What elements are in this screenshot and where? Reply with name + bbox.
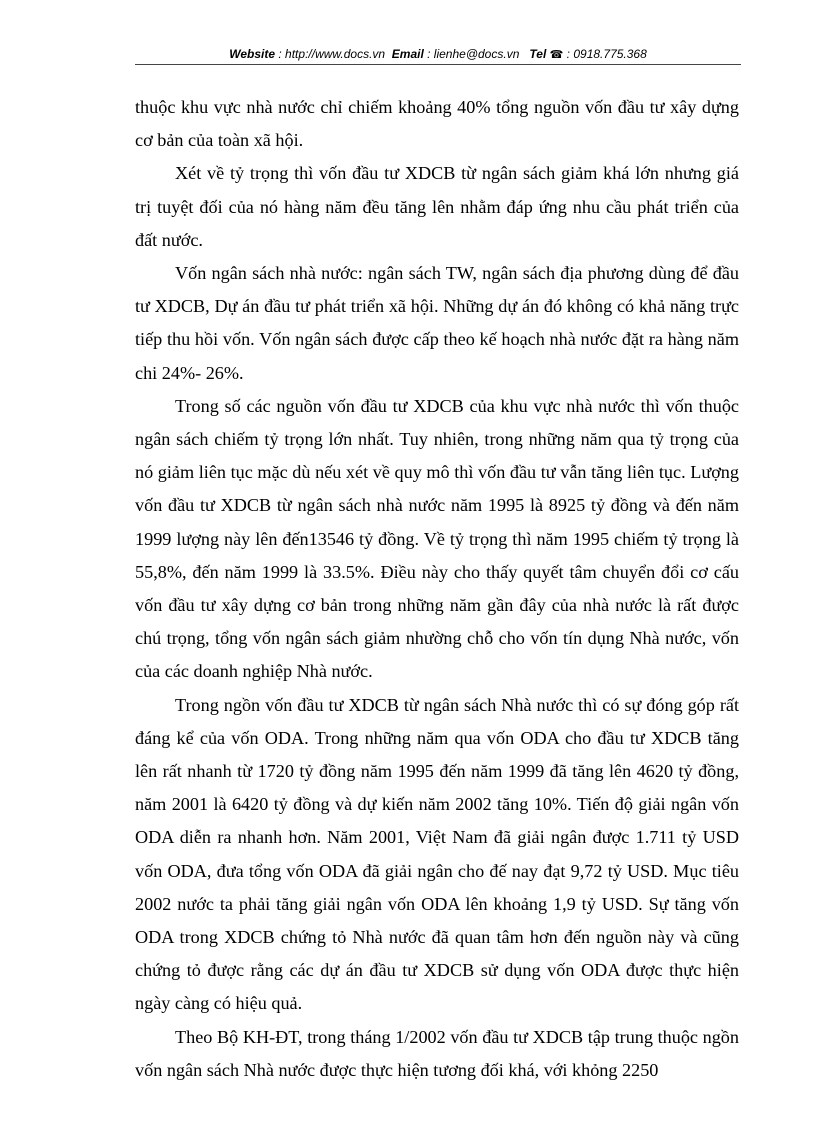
website-separator: : [275,47,286,61]
website-label: Website [229,47,276,61]
body-paragraph: Trong ngồn vốn đầu tư XDCB từ ngân sách Nhà nước thì có sự đóng góp rất đáng kể của vốn ODA. Trong những năm qua vốn ODA cho đầu tư XDCB tăng lên rất nhanh từ 1720 tỷ đồng năm 1995 đến năm 1999 đã tăng lên 4620 tỷ đồng, năm 2001 là 6420 tỷ đồng và dự kiến năm 2002 tăng 10%. Tiến độ giải ngân vốn ODA diễn ra nhanh hơn. Năm 2001, Việt Nam đã giải ngân được 1.711 tỷ USD vốn ODA, đưa tổng vốn ODA đã giải ngân cho đế nay đạt 9,72 tỷ USD. Mục tiêu 2002 nước ta phải tăng giải ngân vốn ODA lên khoảng 1,9 tỷ USD. Sự tăng vốn ODA trong XDCB chứng tỏ Nhà nước đã quan tâm hơn đến nguồn này và cũng chứng tỏ được rằng các dự án đầu tư XDCB sử dụng vốn ODA được thực hiện ngày càng có hiệu quả. [135,694,739,1014]
tel-label: Tel [529,47,547,61]
body-paragraph: Vốn ngân sách nhà nước: ngân sách TW, ngân sách địa phương dùng để đầu tư XDCB, Dự án đầu tư phát triển xã hội. Những dự án đó không có khả năng trực tiếp thu hồi vốn. Vốn ngân sách được cấp theo kế hoạch nhà nước đặt ra hàng năm chi 24%- 26%. [135,263,739,383]
document-body [135,91,739,1087]
website-link[interactable]: http://www.docs.vn [285,47,386,61]
body-paragraph: thuộc khu vực nhà nước chỉ chiếm khoảng 40% tổng nguồn vốn đầu tư xây dựng cơ bản của toàn xã hội. [135,97,739,151]
tel-separator: : [563,47,574,61]
body-paragraph: Theo Bộ KH-ĐT, trong tháng 1/2002 vốn đầu tư XDCB tập trung thuộc ngồn vốn ngân sách Nhà nước được thực hiện tương đối khá, với khỏng 2250 [135,1026,739,1080]
tel-value: 0918.775.368 [573,47,647,61]
email-label: Email [391,47,424,61]
email-separator: : [423,47,434,61]
email-link[interactable]: lienhe@docs.vn [433,47,520,61]
phone-icon: ☎ [549,49,564,61]
body-paragraph: Trong số các nguồn vốn đầu tư XDCB của khu vực nhà nước thì vốn thuộc ngân sách chiếm tỷ trọng lớn nhất. Tuy nhiên, trong những năm qua tỷ trọng của nó giảm liên tục mặc dù nếu xét về quy mô thì vốn đầu tư vẫn tăng liên tục. Lượng vốn đầu tư XDCB từ ngân sách nhà nước năm 1995 là 8925 tỷ đồng và đến năm 1999 lượng này lên đến13546 tỷ đồng. Về tỷ trọng thì năm 1995 chiếm tỷ trọng là 55,8%, đến năm 1999 là 33.5%. Điều này cho thấy quyết tâm chuyển đổi cơ cấu vốn đầu tư xây dựng cơ bản trong những năm gần đây của nhà nước là rất được chú trọng, tổng vốn ngân sách giảm nhường chỗ cho vốn tín dụng Nhà nước, vốn của các doanh nghiệp Nhà nước. [135,395,739,682]
body-paragraph: Xét về tỷ trọng thì vốn đầu tư XDCB từ ngân sách giảm khá lớn nhưng giá trị tuyệt đối của nó hàng năm đều tăng lên nhằm đáp ứng nhu cầu phát triển của đất nước. [135,163,739,250]
page-header [135,46,741,65]
